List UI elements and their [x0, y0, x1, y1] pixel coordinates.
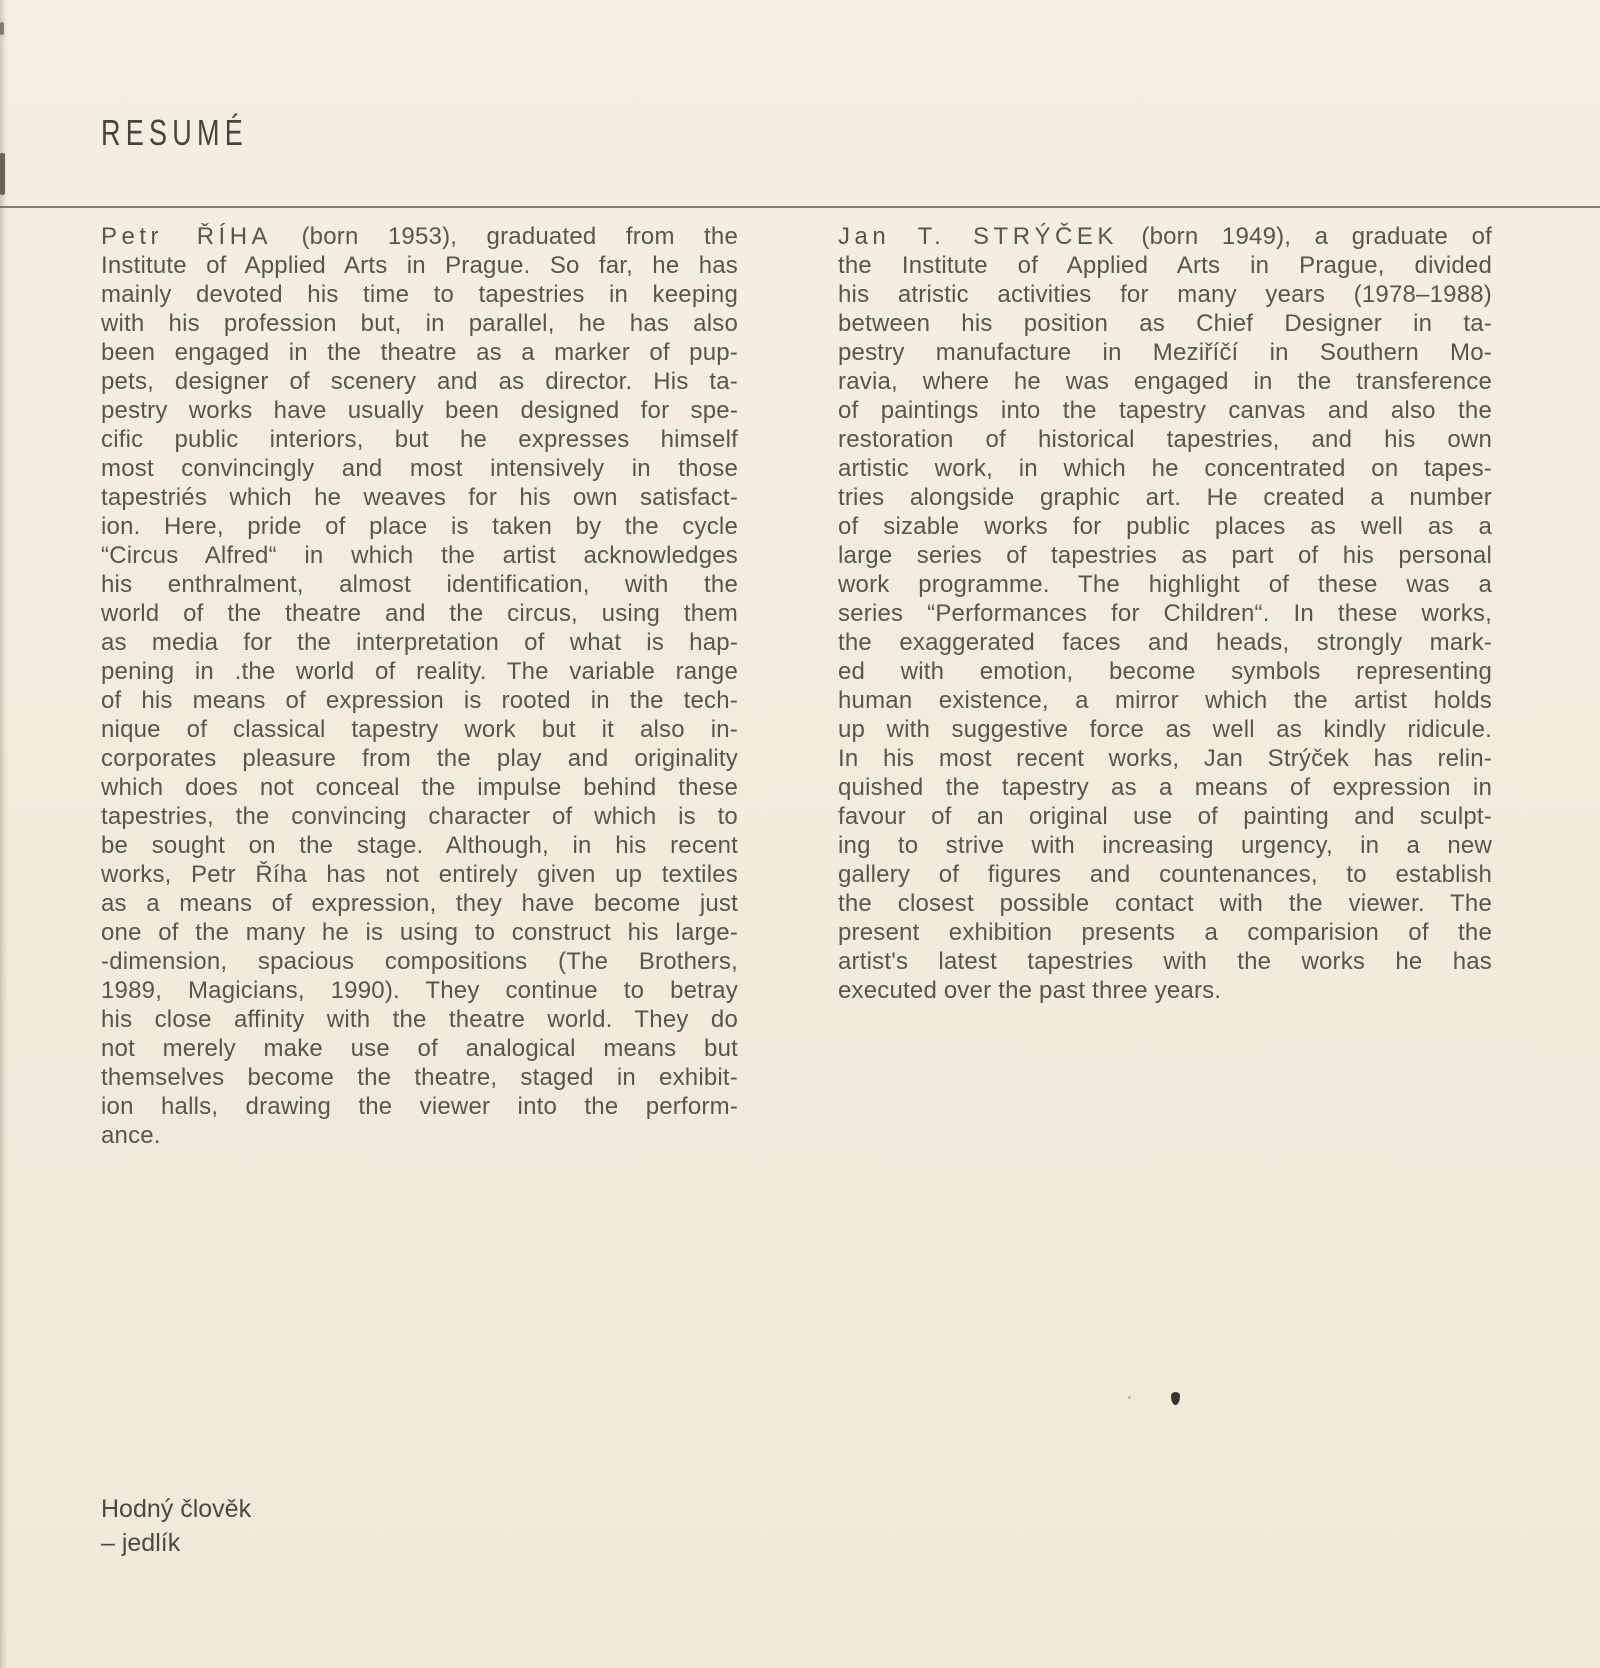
text-line: as a means of expression, they have become just [101, 890, 738, 917]
column-text-jan-strycek [838, 251, 1492, 1005]
text-line-first [838, 222, 1492, 251]
column-text-petr-riha [101, 251, 738, 1150]
text-line: ance. [101, 1122, 161, 1149]
text-line: ion halls, drawing the viewer into the perform- [101, 1093, 738, 1120]
caption-line-1: Hodný člověk [101, 1495, 252, 1523]
text-line: his atristic activities for many years (1978–1988) [838, 281, 1492, 308]
scan-edge-mark [0, 153, 5, 195]
scan-edge-mark [0, 22, 4, 35]
text-line: restoration of historical tapestries, and his own [838, 426, 1492, 453]
text-line: quished the tapestry as a means of expression in [838, 774, 1492, 801]
text-line: nique of classical tapestry work but it also in- [101, 716, 738, 743]
text-line: works, Petr Říha has not entirely given up textiles [101, 861, 738, 888]
text-line-first [101, 222, 738, 251]
text-line: pening in .the world of reality. The variable range [101, 658, 738, 685]
text-line: one of the many he is using to construct his large- [101, 919, 738, 946]
ink-spot [1171, 1392, 1180, 1405]
text-line: his close affinity with the theatre world. They do [101, 1006, 738, 1033]
text-line: the Institute of Applied Arts in Prague, divided [838, 252, 1492, 279]
text-line: his enthralment, almost identification, with the [101, 571, 738, 598]
text-line: themselves become the theatre, staged in exhibit- [101, 1064, 738, 1091]
text-line: ravia, where he was engaged in the transference [838, 368, 1492, 395]
text-line: human existence, a mirror which the artist holds [838, 687, 1492, 714]
text-line: most convincingly and most intensively in those [101, 455, 738, 482]
text-line: of his means of expression is rooted in the tech- [101, 687, 738, 714]
divider-line [0, 206, 1600, 208]
text-line: the closest possible contact with the viewer. The [838, 890, 1492, 917]
text-line: favour of an original use of painting and sculpt- [838, 803, 1492, 830]
text-line: ion. Here, pride of place is taken by the cycle [101, 513, 738, 540]
text-line: with his profession but, in parallel, he has also [101, 310, 738, 337]
text-line: pestry works have usually been designed for spe- [101, 397, 738, 424]
dust-speck [1128, 1396, 1131, 1399]
text-line: world of the theatre and the circus, using them [101, 600, 738, 627]
text-line: cific public interiors, but he expresses himself [101, 426, 738, 453]
text-line: up with suggestive force as well as kindly ridicule. [838, 716, 1492, 743]
text-line: “Circus Alfred“ in which the artist acknowledges [101, 542, 738, 569]
text-line: the exaggerated faces and heads, strongly mark- [838, 629, 1492, 656]
first-line-rest: (born 1953), graduated from the [272, 223, 738, 250]
text-line: 1989, Magicians, 1990). They continue to betray [101, 977, 738, 1004]
text-line: present exhibition presents a comparision of the [838, 919, 1492, 946]
artist-name-jan-strycek: Jan T. STRÝČEK [838, 223, 1118, 250]
text-line: pets, designer of scenery and as director. His ta- [101, 368, 738, 395]
first-line-rest: (born 1949), a graduate of [1117, 223, 1492, 250]
column-jan-strycek [838, 222, 1492, 1150]
text-line: executed over the past three years. [838, 977, 1222, 1004]
text-line: tapestries, the convincing character of which is to [101, 803, 738, 830]
text-line: large series of tapestries as part of his personal [838, 542, 1492, 569]
text-line: In his most recent works, Jan Strýček has relin- [838, 745, 1492, 772]
artist-name-petr-riha: Petr ŘÍHA [101, 223, 273, 250]
text-line: corporates pleasure from the play and originality [101, 745, 738, 772]
text-line: work programme. The highlight of these was a [838, 571, 1492, 598]
text-line: Institute of Applied Arts in Prague. So far, he has [101, 252, 738, 279]
text-line: be sought on the stage. Although, in his recent [101, 832, 738, 859]
text-line: not merely make use of analogical means but [101, 1035, 738, 1062]
page-title: RESUMÉ [101, 112, 249, 153]
text-line: series “Performances for Children“. In these works, [838, 600, 1492, 627]
text-line: been engaged in the theatre as a marker of pup- [101, 339, 738, 366]
text-line: -dimension, spacious compositions (The Brothers, [101, 948, 738, 975]
scan-edge-shadow [0, 0, 8, 1668]
text-line: tapestriés which he weaves for his own satisfact- [101, 484, 738, 511]
text-line: tries alongside graphic art. He created a number [838, 484, 1492, 511]
text-line: ed with emotion, become symbols representing [838, 658, 1492, 685]
text-line: as media for the interpretation of what is hap- [101, 629, 738, 656]
text-line: between his position as Chief Designer in ta- [838, 310, 1492, 337]
resume-body [101, 222, 1492, 1150]
text-line: mainly devoted his time to tapestries in keeping [101, 281, 738, 308]
text-line: artistic work, in which he concentrated on tapes- [838, 455, 1492, 482]
column-petr-riha [101, 222, 738, 1150]
text-line: artist's latest tapestries with the works he has [838, 948, 1492, 975]
text-line: of sizable works for public places as well as a [838, 513, 1492, 540]
text-line: which does not conceal the impulse behind these [101, 774, 738, 801]
artwork-caption [101, 1492, 251, 1560]
text-line: gallery of figures and countenances, to establish [838, 861, 1492, 888]
caption-line-2: – jedlík [101, 1529, 181, 1557]
text-line: of paintings into the tapestry canvas and also the [838, 397, 1492, 424]
text-line: pestry manufacture in Meziříčí in Southern Mo- [838, 339, 1492, 366]
text-line: ing to strive with increasing urgency, in a new [838, 832, 1492, 859]
